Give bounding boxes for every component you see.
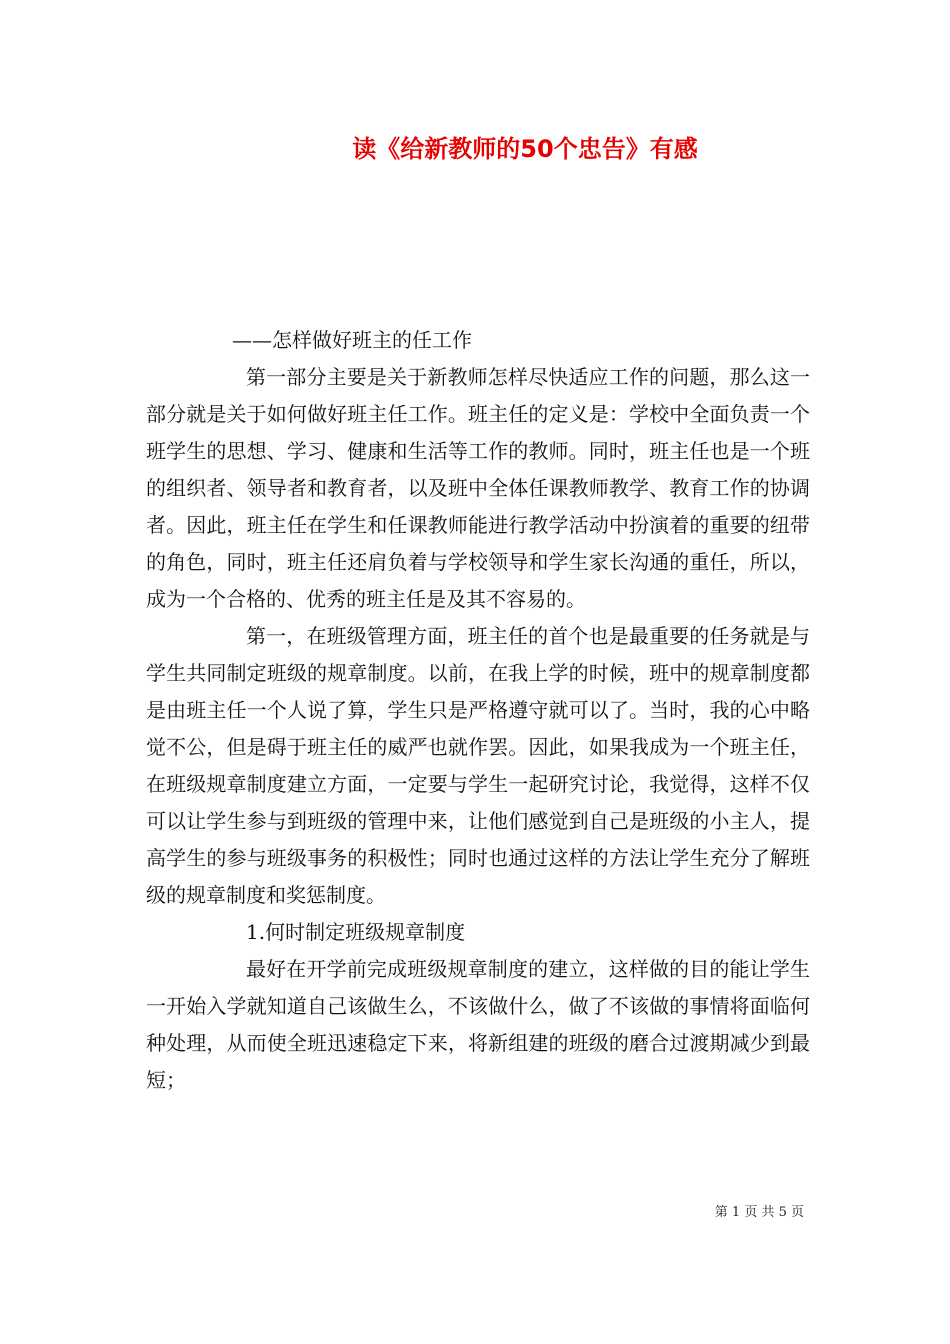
paragraph-intro: 第一部分主要是关于新教师怎样尽快适应工作的问题，那么这一部分就是关于如何做好班主任工作。班主任的定义是：学校中全面负责一个班学生的思想、学习、健康和生活等工作的教师。同时，班主任也是一个班的组织者、领导者和教育者，以及班中全体任课教师教学、教育工作的协调者。因此，班主任在学生和任课教师能进行教学活动中扮演着的重要的纽带的角色，同时，班主任还肩负着与学校领导和学生家长沟通的重任，所以，成为一个合格的、优秀的班主任是及其不容易的。	[146, 365, 810, 611]
document-title: 读《给新教师的50个忠告》有感	[352, 135, 698, 163]
paragraph-when-to-set-rules: 最好在开学前完成班级规章制度的建立，这样做的目的能让学生一开始入学就知道自己该做生么，不该做什么，做了不该做的事情将面临何种处理，从而使全班迅速稳定下来，将新组建的班级的磨合过渡期减少到最短；	[146, 957, 810, 1092]
section-heading-when-to-set-rules: 1.何时制定班级规章制度	[246, 920, 466, 944]
document-subtitle: ——怎样做好班主的任工作	[232, 328, 472, 352]
document-body	[146, 322, 810, 1099]
paragraph-class-management: 第一，在班级管理方面，班主任的首个也是最重要的任务就是与学生共同制定班级的规章制度。以前，在我上学的时候，班中的规章制度都是由班主任一个人说了算，学生只是严格遵守就可以了。当时，我的心中略觉不公，但是碍于班主任的威严也就作罢。因此，如果我成为一个班主任，在班级规章制度建立方面，一定要与学生一起研究讨论，我觉得，这样不仅可以让学生参与到班级的管理中来，让他们感觉到自己是班级的小主人，提高学生的参与班级事务的积极性；同时也通过这样的方法让学生充分了解班级的规章制度和奖惩制度。	[146, 624, 810, 907]
page-number-footer: 第 1 页 共 5 页	[714, 1205, 804, 1220]
